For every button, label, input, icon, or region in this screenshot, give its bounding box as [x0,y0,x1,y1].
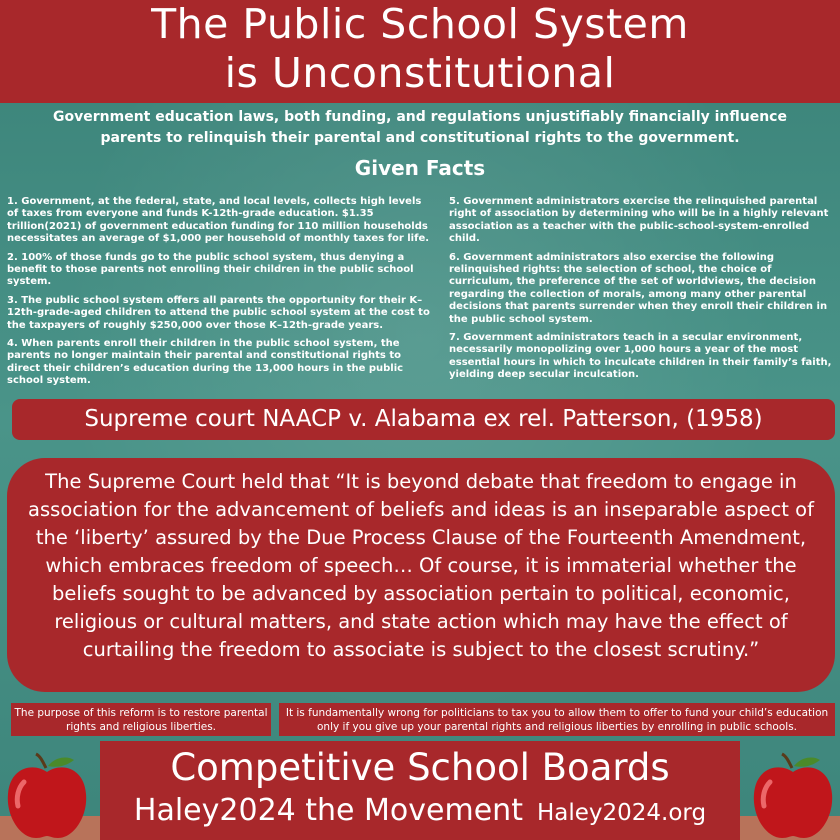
title-banner [0,0,840,103]
intro-line-1: Government education laws, both funding, and regulations unjustifiably financially influence [53,109,787,125]
footer-tagline [100,791,740,833]
website-link[interactable]: Haley2024.org [536,800,707,826]
facts-heading: Given Facts [354,156,486,180]
fact-item: 4. When parents enroll their children in the public school system, the parents no longer maintain their parental and constitutional rights to direct their children’s education during the 13,000 hours in the public school system. [7,338,404,387]
court-quote: The Supreme Court held that “It is beyond debate that freedom to engage in association for the advancement of beliefs and ideas is an inseparable aspect of the ‘liberty’ assured by the Due Process Clause of the Fourteenth Amendment, which embraces freedom of speech… Of course, it is immaterial whether the beliefs sought to be advanced by association pertain to political, economic, religious or cultural matters, and state action which may have the effect of curtailing the freedom to associate is subject to the closest scrutiny.” [7,458,835,692]
footer-banner [100,741,740,840]
fact-item: 5. Government administrators exercise the relinquished parental right of association by determining who will be in a highly relevant association as a teacher with the public-school-system-enrolled child. [449,196,829,245]
wrongness-note: It is fundamentally wrong for politicians to tax you to allow them to offer to fund your child’s education only if you give up your parental rights and religious liberties by enrolling in public schools. [279,703,835,736]
page-title-line-2: is Unconstitutional [224,49,616,97]
footer-headline: Competitive School Boards [170,746,670,789]
fact-item: 1. Government, at the federal, state, and local levels, collects high levels of taxes from everyone and funds K-12th-grade education. $1.35 trillion(2021) of government education funding for 110 million households necessitates an average of $1,000 per household of monthly taxes for life. [7,196,430,245]
case-citation: Supreme court NAACP v. Alabama ex rel. Patterson, (1958) [12,399,835,440]
fact-item: 3. The public school system offers all parents the opportunity for their K–12th-grade-aged children to attend the public school system at the cost to the taxpayers of roughly $250,000 over those K–12th-grade years. [7,294,430,331]
fact-item: 6. Government administrators also exercise the following relinquished rights: the selection of school, the choice of curriculum, the preference of the set of worldviews, the decision regarding the collection of morals, among many other parental decisions that parents surrender when they enroll their children in the public school system. [449,251,828,325]
red-apple-icon [748,752,838,840]
red-apple-icon [2,752,92,840]
movement-name: Haley2024 the Movement [133,793,523,828]
fact-item: 7. Government administrators teach in a secular environment, necessarily monopolizing over 1,000 hours a year of the most essential hours in which to inculcate children in their family’s faith, yielding deep secular inculcation. [449,332,832,381]
purpose-note: The purpose of this reform is to restore parental rights and religious liberties. [11,703,271,736]
facts-column-left [7,196,431,394]
page-title-line-1: The Public School System [151,0,689,48]
facts-column-right [449,196,833,388]
fact-item: 2. 100% of those funds go to the public school system, thus denying a benefit to those parents not enrolling their children in the public school system. [7,251,414,288]
intro-statement [14,107,826,149]
intro-line-2: parents to relinquish their parental and constitutional rights to the government. [100,130,740,146]
